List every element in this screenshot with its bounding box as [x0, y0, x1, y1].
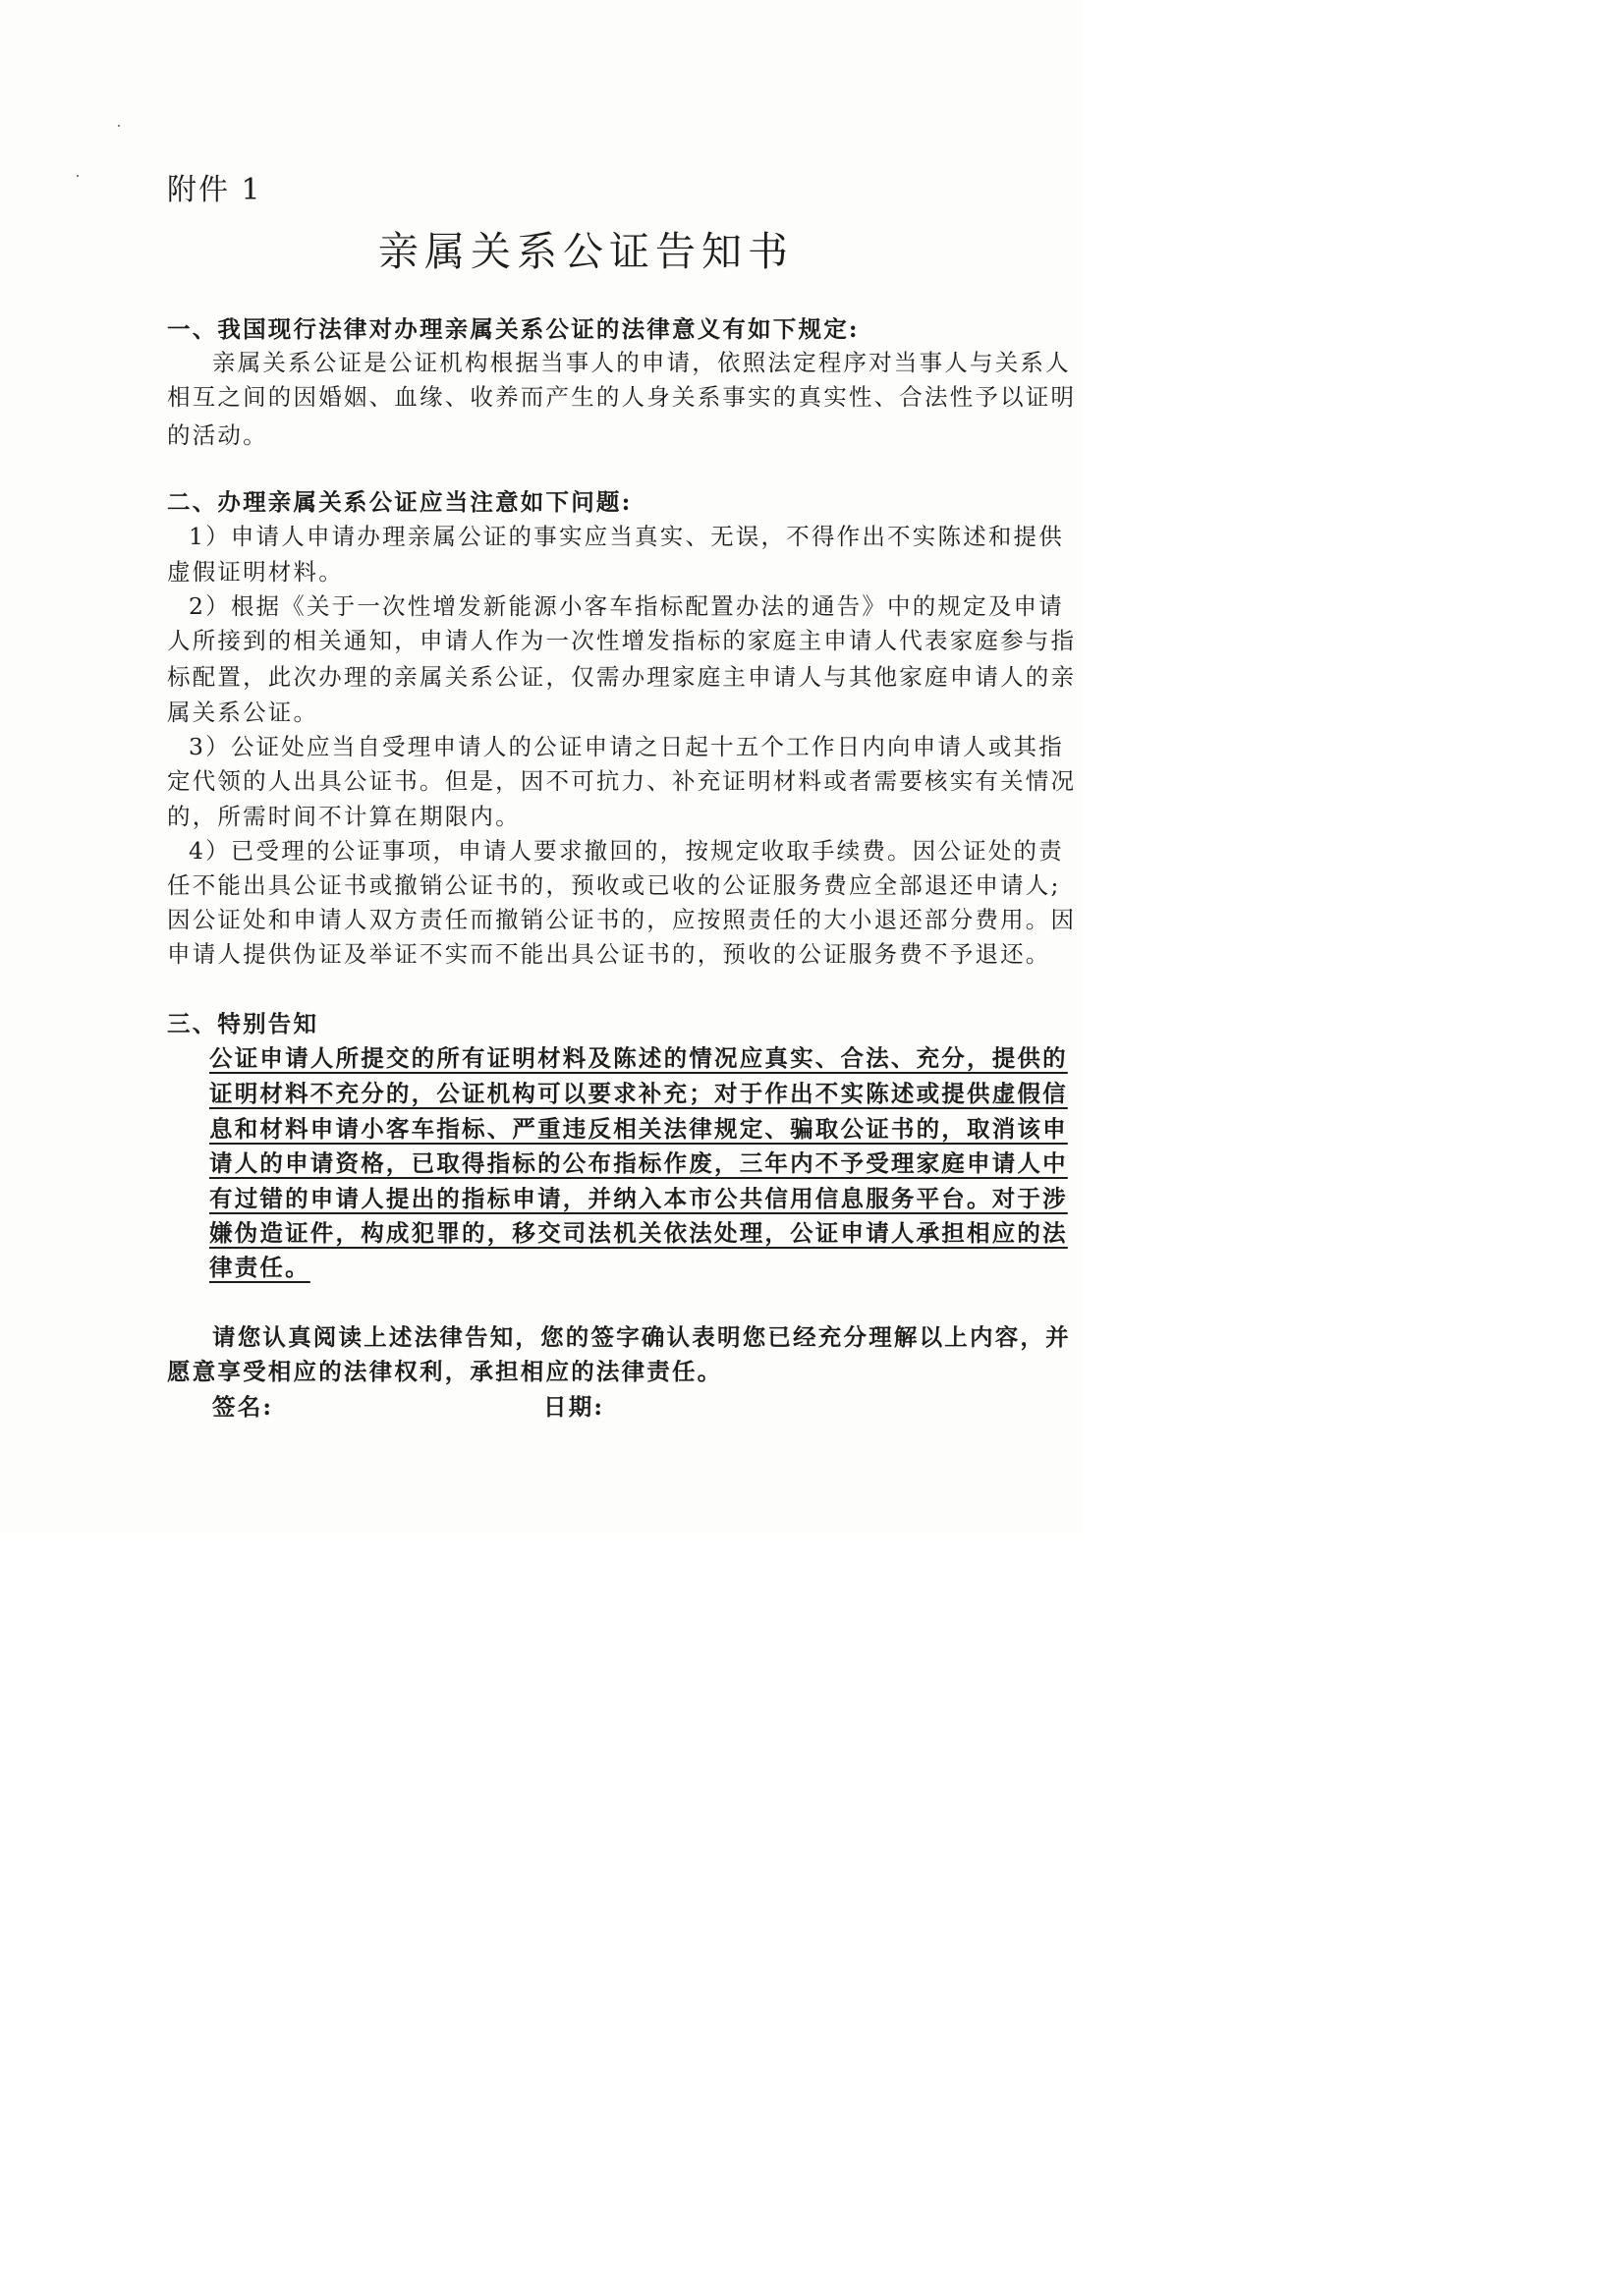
scan-speck [118, 125, 120, 127]
section-2-line: 人所接到的相关通知，申请人作为一次性增发指标的家庭主申请人代表家庭参与指 [167, 627, 1077, 654]
special-notice-line: 息和材料申请小客车指标、严重违反相关法律规定、骗取公证书的，取消该申 [209, 1115, 1068, 1143]
special-notice-line: 有过错的申请人提出的指标申请，并纳入本市公共信用信息服务平台。对于涉 [209, 1185, 1068, 1212]
date-label: 日期: [543, 1393, 605, 1421]
section-2-line: 的，所需时间不计算在期限内。 [167, 803, 521, 830]
document-title: 亲属关系公证告知书 [378, 228, 794, 275]
document-page [0, 0, 1083, 1532]
section-3-heading: 三、特别告知 [167, 1010, 319, 1037]
section-2-line: 虚假证明材料。 [167, 558, 344, 586]
section-2-line: 申请人提供伪证及举证不实而不能出具公证书的，预收的公证服务费不予退还。 [167, 940, 1051, 968]
special-notice-line: 嫌伪造证件，构成犯罪的，移交司法机关依法处理，公证申请人承担相应的法 [209, 1219, 1068, 1247]
special-notice-line: 律责任。 [209, 1254, 310, 1281]
section-2-line: 3）公证处应当自受理申请人的公证申请之日起十五个工作日内向申请人或其指 [189, 733, 1064, 760]
section-2-line: 1）申请人申请办理亲属公证的事实应当真实、无误，不得作出不实陈述和提供 [189, 523, 1064, 550]
section-1-line: 相互之间的因婚姻、血缘、收养而产生的人身关系事实的真实性、合法性予以证明 [167, 383, 1077, 411]
section-2-line: 任不能出具公证书或撤销公证书的，预收或已收的公证服务费应全部退还申请人; [167, 871, 1061, 899]
signature-label: 签名: [212, 1393, 274, 1421]
section-2-line: 2）根据《关于一次性增发新能源小客车指标配置办法的通告》中的规定及申请 [189, 592, 1064, 620]
section-2-line: 标配置，此次办理的亲属关系公证，仅需办理家庭主申请人与其他家庭申请人的亲 [167, 663, 1077, 691]
closing-line: 请您认真阅读上述法律告知，您的签字确认表明您已经充分理解以上内容，并 [212, 1323, 1071, 1351]
special-notice-line: 请人的申请资格，已取得指标的公布指标作废，三年内不予受理家庭申请人中 [209, 1149, 1068, 1177]
special-notice-line: 公证申请人所提交的所有证明材料及陈述的情况应真实、合法、充分，提供的 [209, 1044, 1068, 1072]
section-2-line: 4）已受理的公证事项，申请人要求撤回的，按规定收取手续费。因公证处的责 [189, 837, 1064, 865]
section-2-line: 因公证处和申请人双方责任而撤销公证书的，应按照责任的大小退还部分费用。因 [167, 906, 1077, 933]
scan-speck [77, 175, 79, 177]
section-1-line: 的活动。 [167, 421, 268, 449]
attachment-label: 附件 1 [167, 173, 262, 207]
section-2-line: 属关系公证。 [167, 699, 319, 726]
section-1-line: 亲属关系公证是公证机构根据当事人的申请，依照法定程序对当事人与关系人 [212, 349, 1071, 376]
special-notice-line: 证明材料不充分的，公证机构可以要求补充；对于作出不实陈述或提供虚假信 [209, 1080, 1068, 1107]
section-2-heading: 二、办理亲属关系公证应当注意如下问题: [167, 488, 633, 516]
section-2-line: 定代领的人出具公证书。但是，因不可抗力、补充证明材料或者需要核实有关情况 [167, 767, 1077, 795]
closing-line: 愿意享受相应的法律权利，承担相应的法律责任。 [167, 1358, 723, 1385]
section-1-heading: 一、我国现行法律对办理亲属关系公证的法律意义有如下规定: [167, 315, 860, 343]
